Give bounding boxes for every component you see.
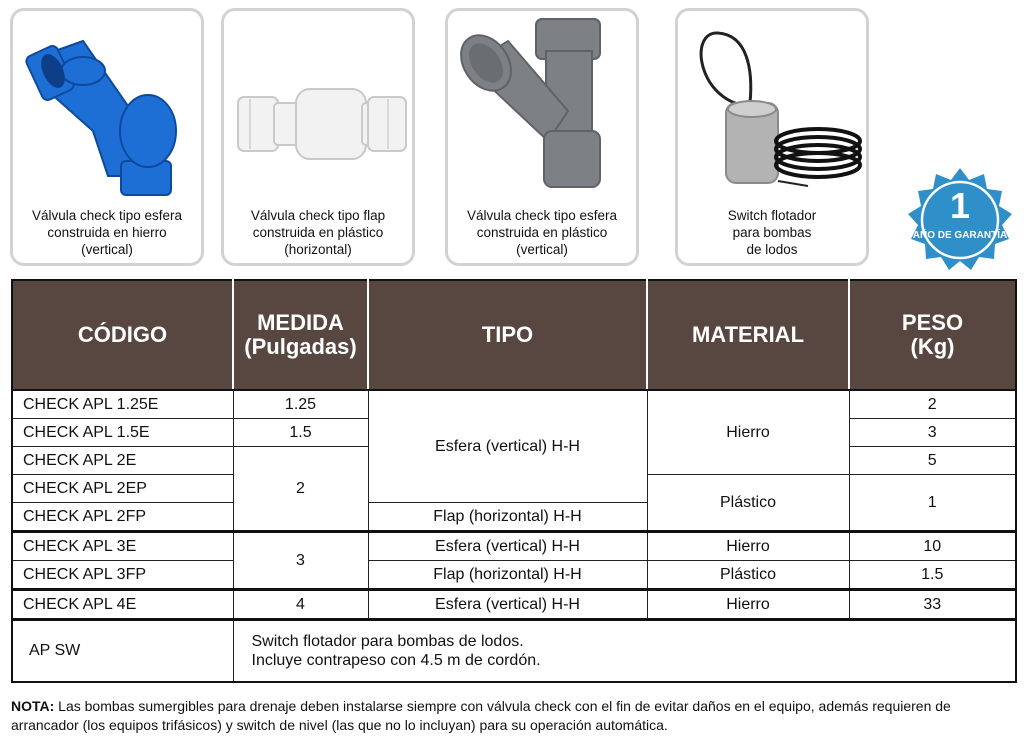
- product-caption: Válvula check tipo esfera construida en hierro (vertical): [31, 208, 183, 257]
- header-material: MATERIAL: [647, 280, 849, 390]
- table-row: [12, 561, 1016, 590]
- cast-iron-ball-check-valve-image: [13, 11, 201, 201]
- note-paragraph: [11, 697, 1021, 735]
- code-cell: CHECK APL 1.5E: [12, 419, 233, 447]
- float-switch-image: [678, 11, 866, 201]
- peso-cell: 1: [849, 475, 1016, 532]
- peso-cell: 3: [849, 419, 1016, 447]
- material-cell: Plástico: [647, 561, 849, 590]
- peso-cell: 2: [849, 390, 1016, 419]
- warranty-badge-icon: [906, 166, 1014, 274]
- table-row: [12, 532, 1016, 561]
- material-cell: Hierro: [647, 590, 849, 620]
- table-header-row: [12, 280, 1016, 390]
- peso-cell: 5: [849, 447, 1016, 475]
- product-card-iron-ball-valve: [10, 8, 204, 266]
- header-codigo: CÓDIGO: [12, 280, 233, 390]
- medida-cell: 1.25: [233, 390, 368, 419]
- header-peso-line1: PESO: [901, 310, 964, 335]
- code-cell: CHECK APL 2EP: [12, 475, 233, 503]
- table-row-ap-sw: [12, 620, 1016, 683]
- medida-cell: 1.5: [233, 419, 368, 447]
- product-caption: Switch flotador para bombas de lodos: [727, 208, 817, 257]
- medida-cell: 2: [233, 447, 368, 532]
- code-cell: CHECK APL 2FP: [12, 503, 233, 532]
- ap-sw-line1: Switch flotador para bombas de lodos.: [251, 633, 524, 650]
- material-cell: Hierro: [647, 390, 849, 475]
- warranty-text: AÑO DE GARANTÍA: [912, 230, 1008, 241]
- peso-cell: 33: [849, 590, 1016, 620]
- material-cell: Hierro: [647, 532, 849, 561]
- medida-cell: 3: [233, 532, 368, 590]
- peso-cell: 10: [849, 532, 1016, 561]
- tipo-cell: Flap (horizontal) H-H: [368, 503, 647, 532]
- code-cell: CHECK APL 3E: [12, 532, 233, 561]
- product-card-plastic-flap-valve: [221, 8, 415, 266]
- header-medida-line1: MEDIDA: [257, 310, 344, 335]
- code-cell: CHECK APL 2E: [12, 447, 233, 475]
- code-cell: CHECK APL 3FP: [12, 561, 233, 590]
- product-caption: Válvula check tipo esfera construida en plástico (vertical): [466, 208, 618, 257]
- product-caption: Válvula check tipo flap construida en plástico (horizontal): [250, 208, 386, 257]
- peso-cell: 1.5: [849, 561, 1016, 590]
- note-text: Las bombas sumergibles para drenaje deben instalarse siempre con válvula check con el fin de evitar daños en el equipo, además requieren de arrancador (los equipos trifásicos) y switch de nivel (las que no lo incluyan) para su operación automática.: [11, 698, 951, 733]
- material-cell: Plástico: [647, 475, 849, 532]
- tipo-cell: Esfera (vertical) H-H: [368, 532, 647, 561]
- header-medida-line2: (Pulgadas): [244, 334, 357, 359]
- ap-sw-description: [233, 620, 1016, 683]
- code-cell: AP SW: [12, 620, 233, 683]
- plastic-ball-check-valve-image: [448, 11, 636, 201]
- tipo-cell: Flap (horizontal) H-H: [368, 561, 647, 590]
- header-peso: [849, 280, 1016, 390]
- medida-cell: 4: [233, 590, 368, 620]
- warranty-number: 1: [949, 185, 971, 226]
- product-spec-table: [11, 279, 1017, 683]
- note-label: NOTA:: [11, 698, 55, 714]
- tipo-cell: Esfera (vertical) H-H: [368, 390, 647, 503]
- product-card-float-switch: [675, 8, 869, 266]
- header-tipo: TIPO: [368, 280, 647, 390]
- tipo-cell: Esfera (vertical) H-H: [368, 590, 647, 620]
- header-medida: [233, 280, 368, 390]
- code-cell: CHECK APL 4E: [12, 590, 233, 620]
- table-row: [12, 390, 1016, 419]
- table-row: [12, 590, 1016, 620]
- product-card-plastic-ball-valve: [445, 8, 639, 266]
- ap-sw-line2: Incluye contrapeso con 4.5 m de cordón.: [251, 652, 541, 669]
- plastic-flap-check-valve-image: [224, 11, 412, 201]
- code-cell: CHECK APL 1.25E: [12, 390, 233, 419]
- header-peso-line2: (Kg): [910, 334, 955, 359]
